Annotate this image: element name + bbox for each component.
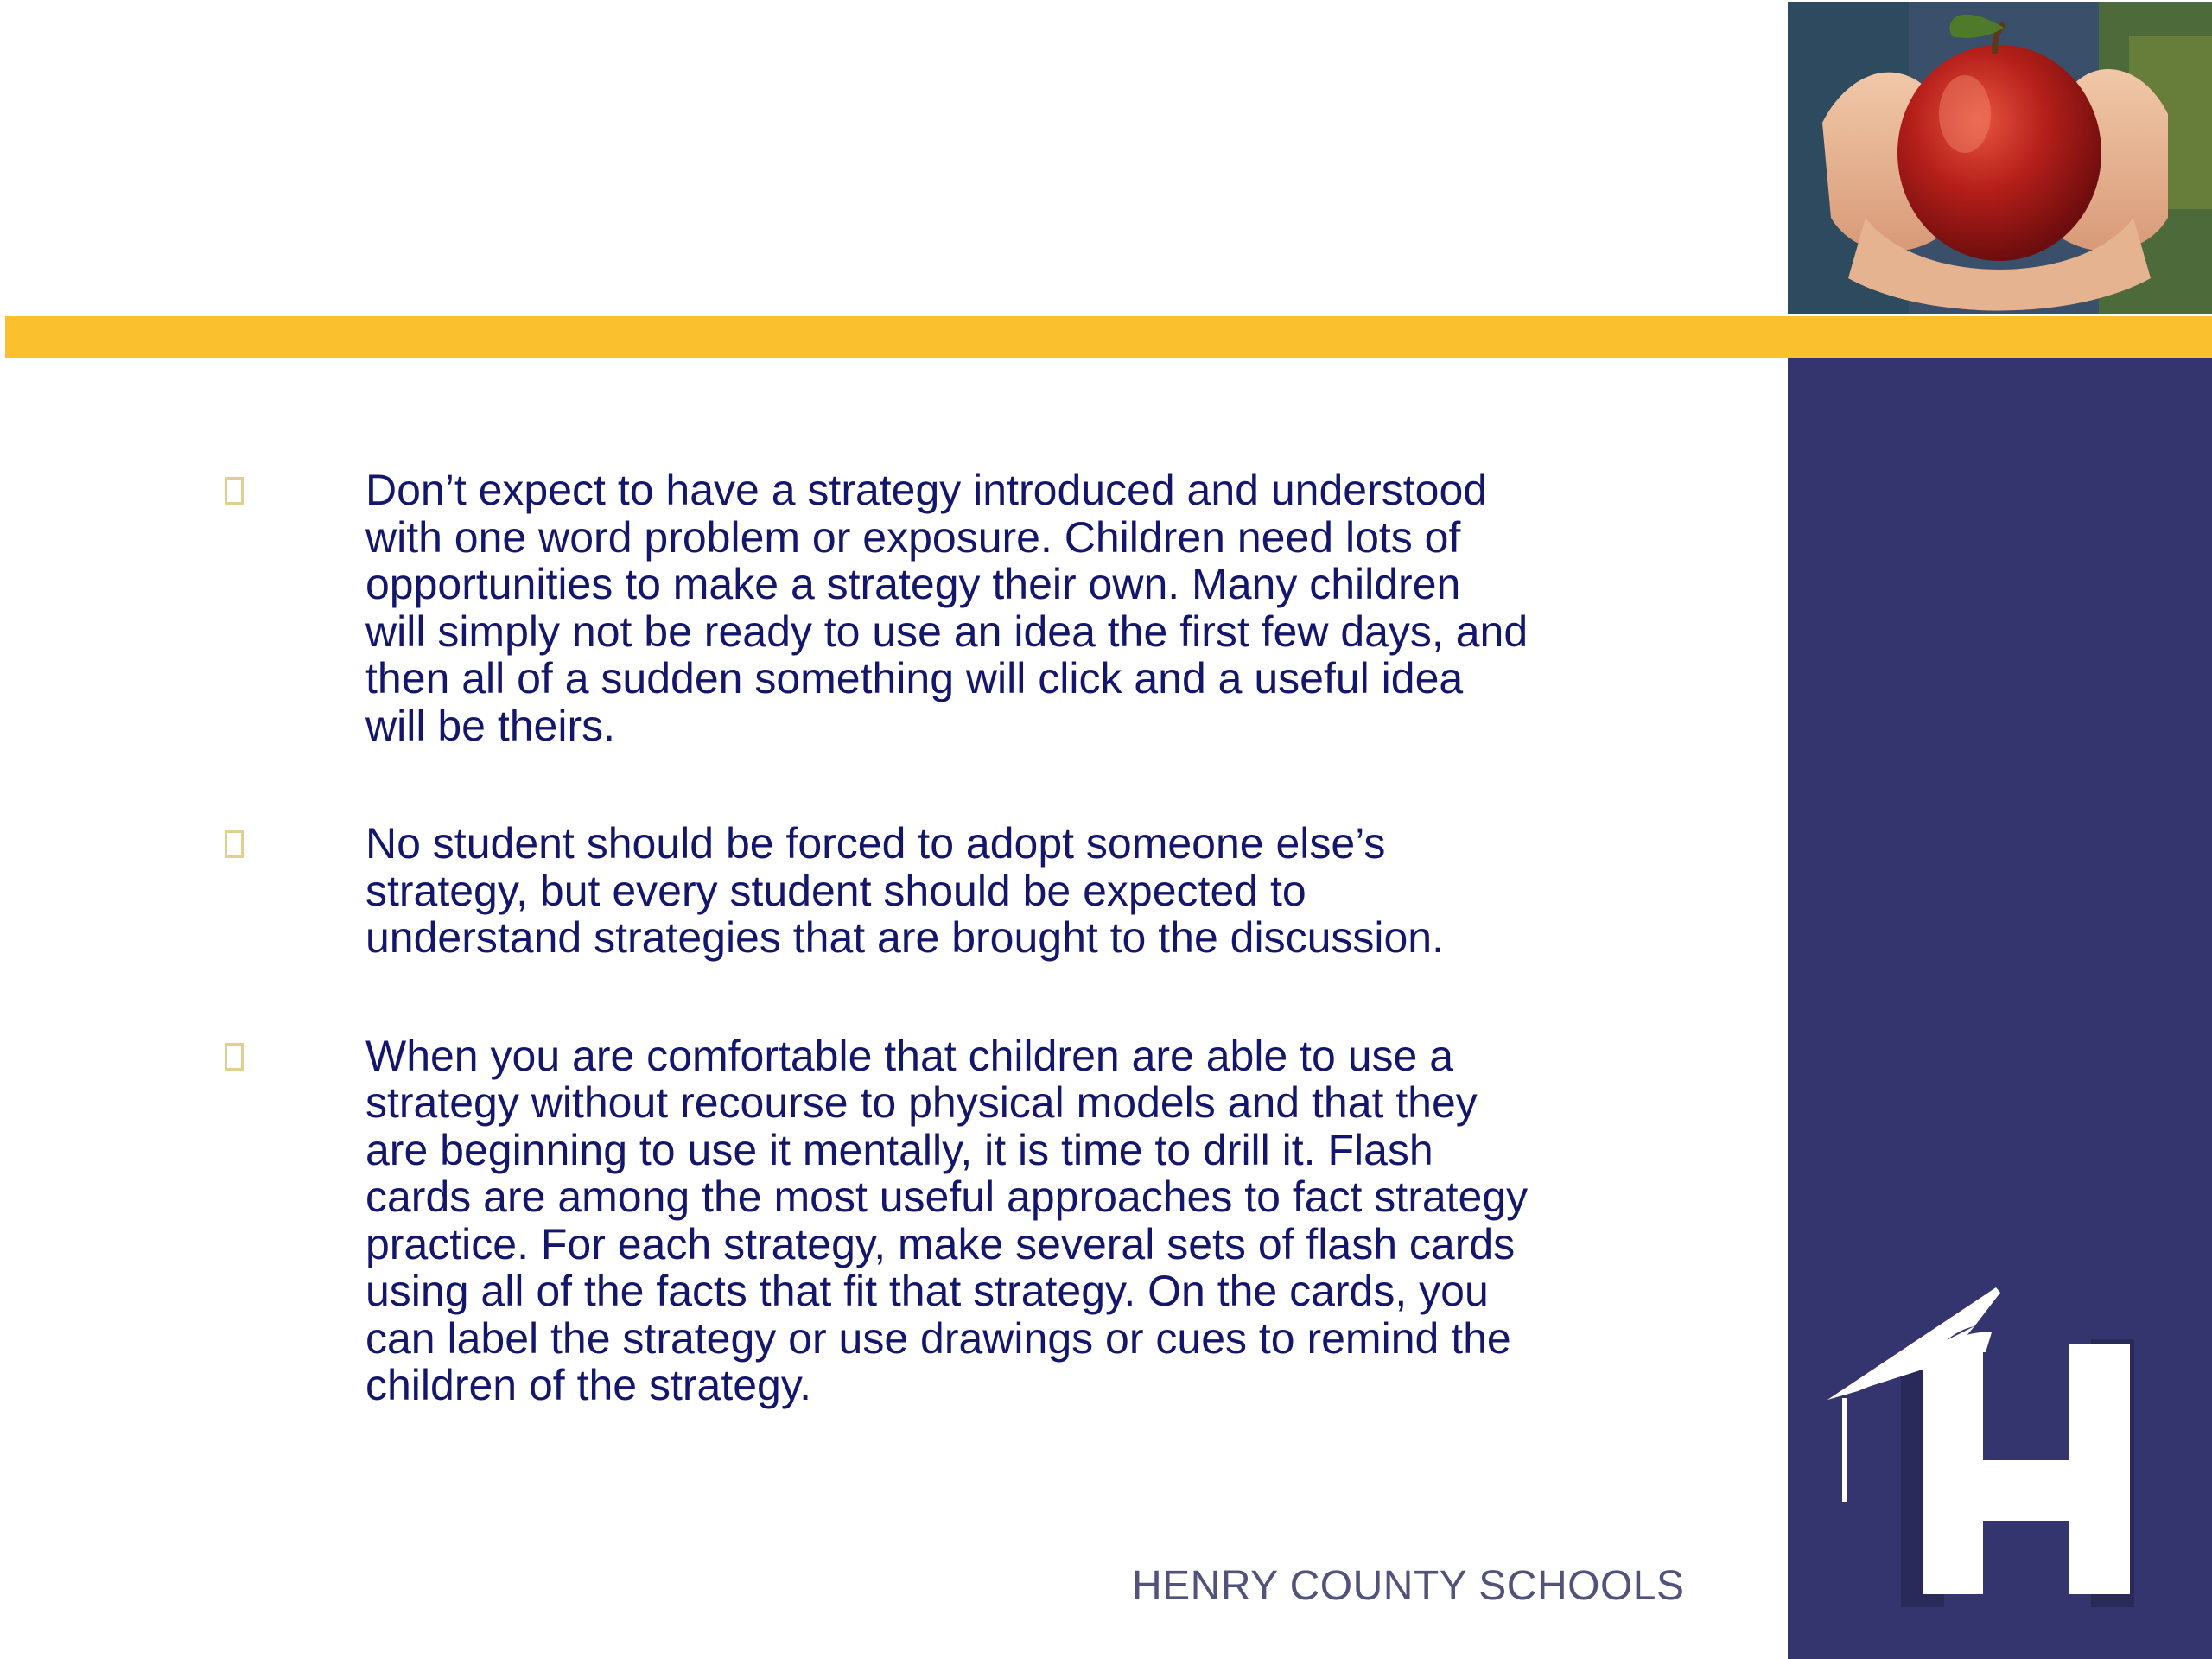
graduation-cap-h-logo-icon	[1823, 1279, 2160, 1607]
bullet-text: No student should be forced to adopt someone else’s strategy, but every student should be expected to understand strategies that are brought to the discussion.	[365, 819, 1444, 962]
apple-in-hands-image	[1788, 2, 2212, 314]
bullet-list	[216, 467, 1702, 1480]
square-bullet-icon	[225, 1043, 244, 1071]
gold-header-band	[5, 316, 2212, 358]
bullet-item-3	[216, 1033, 1702, 1409]
footer-org-name: HENRY COUNTY SCHOOLS	[1132, 1563, 1685, 1609]
square-bullet-icon	[225, 830, 244, 858]
square-bullet-icon	[225, 477, 244, 505]
bullet-item-2	[216, 820, 1702, 962]
bullet-text: Don’t expect to have a strategy introduced and understood with one word problem or exposure. Children need lots of opportunities to make a strategy their own. Many children will simply not be ready to use an idea the first few days, and then all of a sudden something will click and a useful idea will be theirs.	[365, 466, 1529, 750]
bullet-text: When you are comfortable that children are able to use a strategy without recourse to physical models and that they are beginning to use it mentally, it is time to drill it. Flash cards are among the most useful approaches to fact strategy practice. For each strategy, make several sets of flash cards using all of the facts that fit that strategy. On the cards, you can label the strategy or use drawings or cues to remind the children of the strategy.	[365, 1031, 1529, 1409]
bullet-item-1	[216, 467, 1702, 749]
apple-photo	[1788, 2, 2212, 314]
